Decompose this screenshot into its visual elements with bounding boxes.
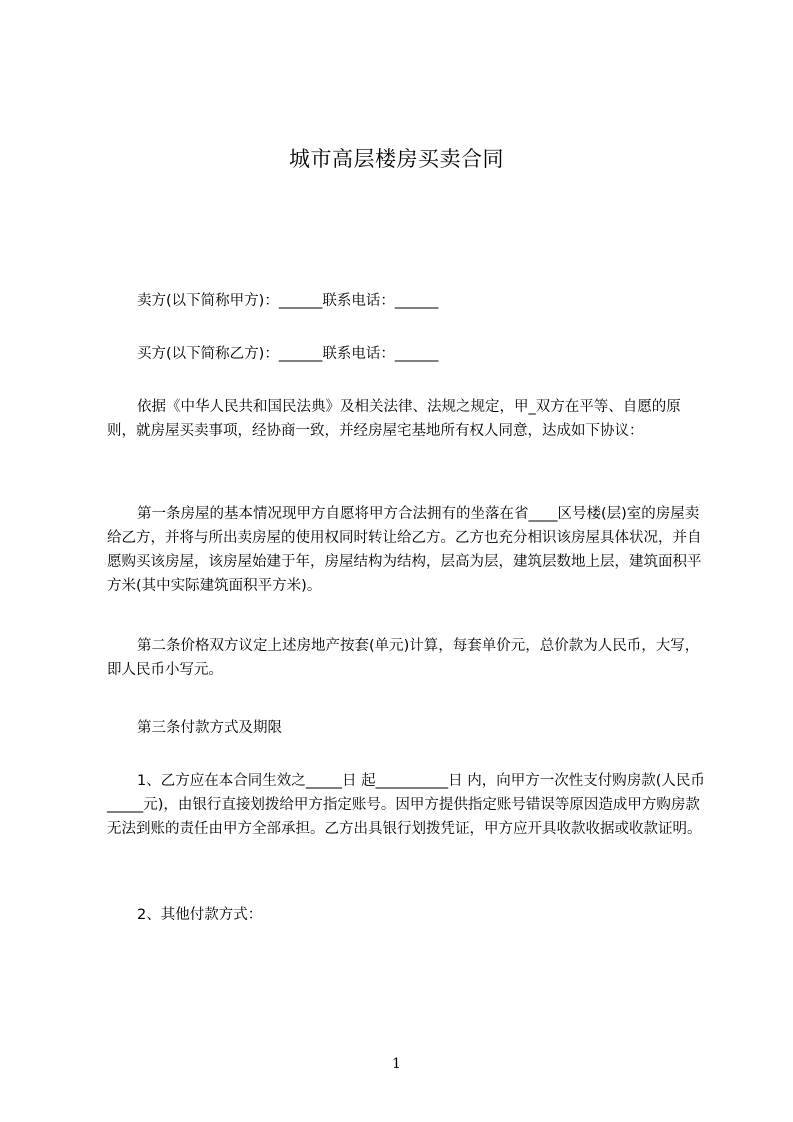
seller-line: 卖方(以下简称甲方)：______联系电话：______ bbox=[137, 293, 439, 309]
article-2-paragraph: 第二条价格双方议定上述房地产按套(单元)计算，每套单价元，总价款为人民币，大写，即人民币小写元。 bbox=[107, 638, 700, 678]
article-3-heading: 第三条付款方式及期限 bbox=[137, 720, 282, 736]
page-number: 1 bbox=[392, 1056, 401, 1072]
buyer-line: 买方(以下简称乙方)：______联系电话：______ bbox=[137, 346, 439, 362]
article-3-item-1: 1、乙方应在本合同生效之_____日 起__________日 内，向甲方一次性支付购房款(人民币_____元)，由银行直接划拨给甲方指定账号。因甲方提供指定账号错误等原因造成甲方购房款无法到账的责任由甲方全部承担。乙方出具银行划拨凭证，甲方应开具收款收据或收款证明。 bbox=[107, 773, 705, 837]
article-3-item-2: 2、其他付款方式： bbox=[137, 907, 263, 923]
preamble-paragraph: 依据《中华人民共和国民法典》及相关法律、法规之规定，甲_双方在平等、自愿的原则，就房屋买卖事项，经协商一致，并经房屋宅基地所有权人同意，达成如下协议： bbox=[107, 399, 681, 439]
article-1-paragraph: 第一条房屋的基本情况现甲方自愿将甲方合法拥有的坐落在省____区号楼(层)室的房屋卖给乙方，并将与所出卖房屋的使用权同时转让给乙方。乙方也充分相识该房屋具体状况，并自愿购买该房屋，该房屋始建于年，房屋结构为结构，层高为层，建筑层数地上层，建筑面积平方米(其中实际建筑面积平方米)。 bbox=[107, 506, 702, 594]
document-title: 城市高层楼房买卖合同 bbox=[289, 147, 504, 171]
